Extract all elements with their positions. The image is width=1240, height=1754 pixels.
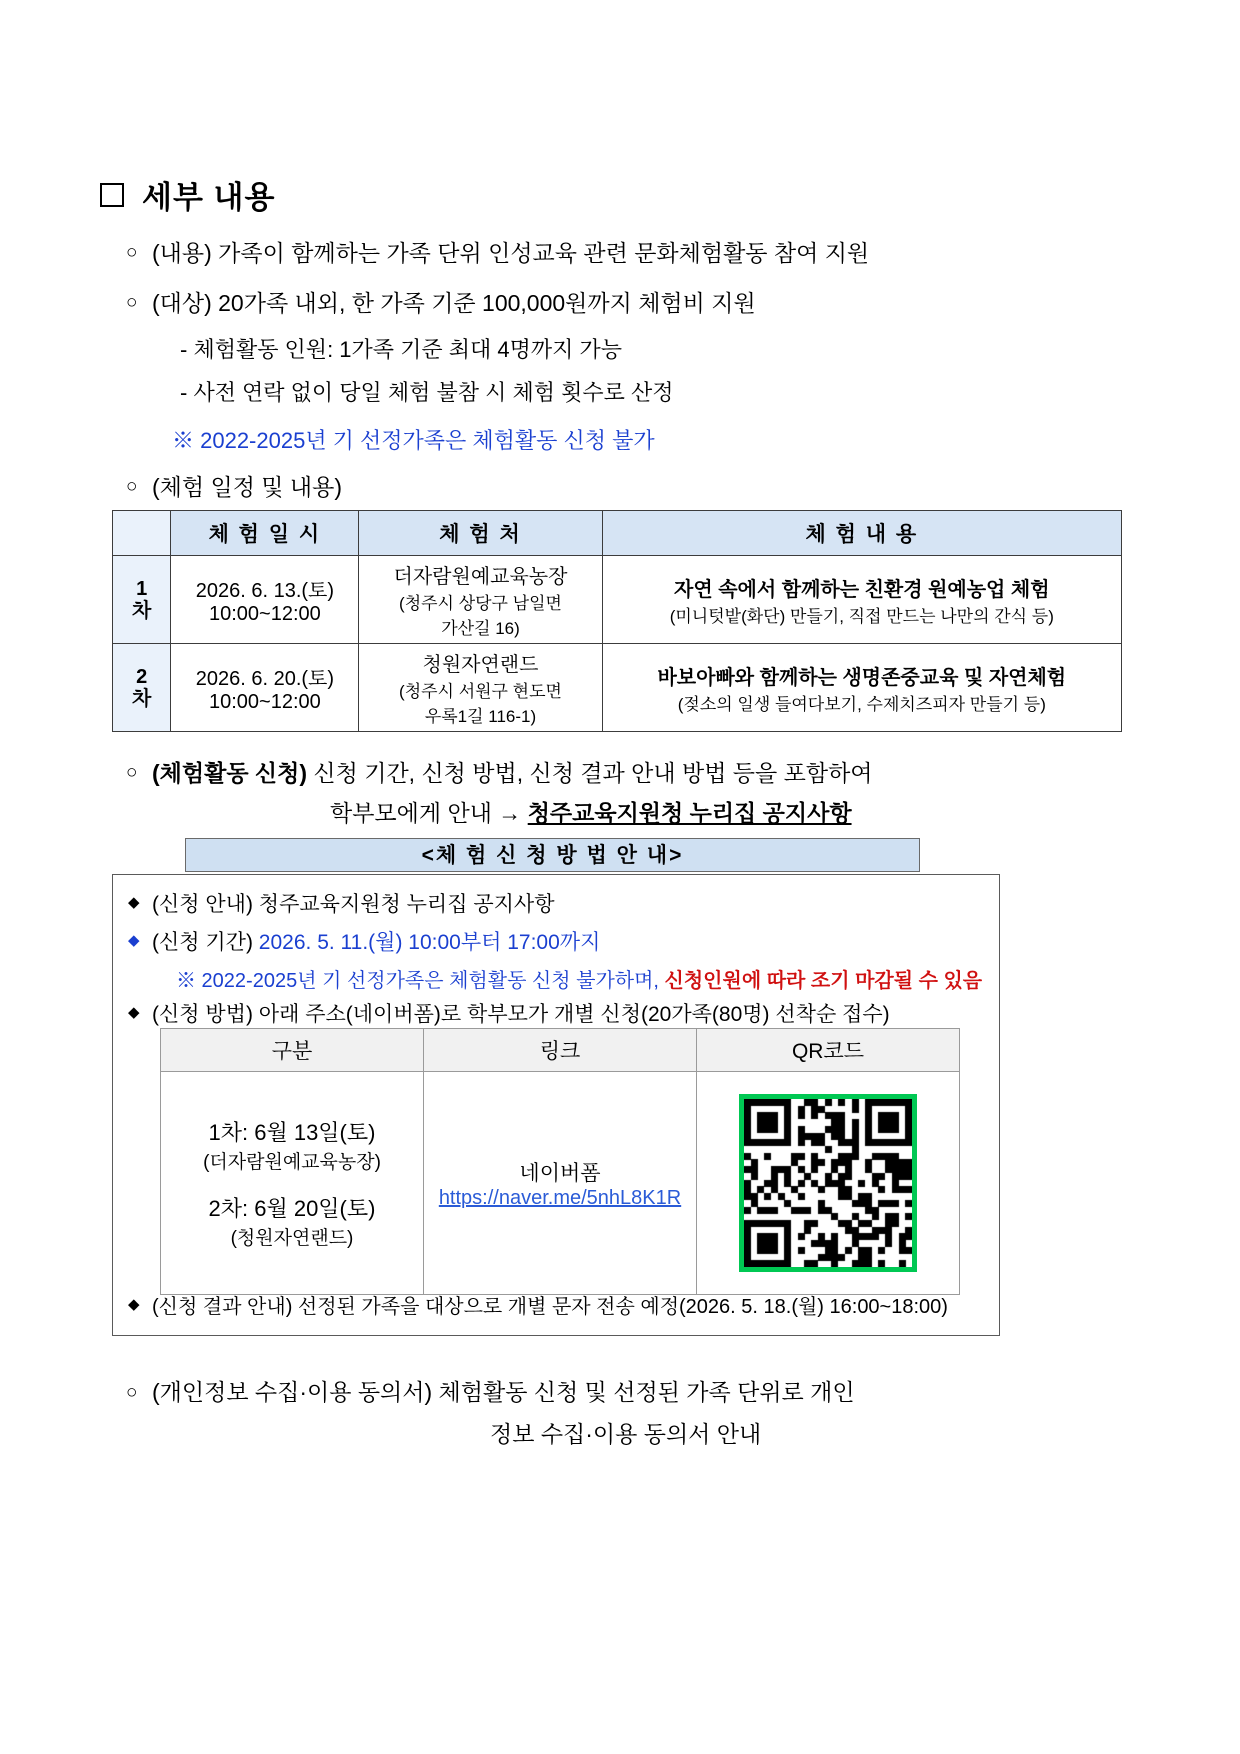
link-header-qr: QR코드: [697, 1029, 960, 1072]
bullet-marker: ○: [126, 292, 138, 313]
header-index: [113, 511, 171, 556]
row-date: [171, 556, 359, 644]
kind-session2-place: (청원자연랜드): [230, 1228, 354, 1249]
privacy-line-1: (개인정보 수집·이용 동의서) 체험활동 신청 및 선정된 가족 단위로 개인: [152, 1379, 855, 1405]
apply-item-method-text: 아래 주소(네이버폼)로 학부모가 개별 신청(20가족(80명) 선착순 접수): [252, 1003, 890, 1026]
row-place-addr1: (청주시 상당구 남일면: [399, 594, 562, 613]
apply-item-period: [152, 926, 600, 956]
bullet-marker: ○: [126, 762, 138, 783]
content-line: (내용) 가족이 함께하는 가족 단위 인성교육 관련 문화체험활동 참여 지원: [152, 240, 870, 266]
apply-intro-label: (체험활동 신청): [152, 760, 308, 786]
apply-item-note-blue: ※ 2022-2025년 기 선정가족은 체험활동 신청 불가하며,: [176, 970, 659, 992]
privacy-line-2: 정보 수집·이용 동의서 안내: [490, 1421, 762, 1447]
bullet-marker: ○: [126, 242, 138, 263]
row-place-name: 청원자연랜드: [422, 654, 539, 676]
apply-intro-line1: [152, 758, 873, 788]
row-place-name: 더자람원예교육농장: [393, 566, 568, 588]
apply-box-title: <체 험 신 청 방 법 안 내>: [185, 838, 920, 872]
kind-session1-place: (더자람원예교육농장): [203, 1152, 381, 1173]
apply-item-guide-text: 청주교육지원청 누리집 공지사항: [252, 893, 555, 916]
diamond-bullet-icon: ◆: [128, 932, 140, 949]
link-header-kind: 구분: [161, 1029, 424, 1072]
kind-session1: 1차: 6월 13일(토): [208, 1120, 376, 1145]
link-name: 네이버폼: [519, 1161, 601, 1185]
row-content-sub: (젖소의 일생 들여다보기, 수제치즈피자 만들기 등): [677, 694, 1046, 714]
link-table: [160, 1028, 960, 1295]
apply-item-note-red: 신청인원에 따라 조기 마감될 수 있음: [658, 970, 983, 992]
bullet-marker: ○: [126, 1382, 138, 1403]
diamond-bullet-icon: ◆: [128, 1296, 140, 1313]
apply-intro-line2-pre: 학부모에게 안내 →: [330, 800, 528, 826]
table-row: [113, 556, 1122, 644]
link-table-header-row: [161, 1029, 960, 1072]
table-header-row: [113, 511, 1122, 556]
apply-item-guide-label: (신청 안내): [152, 893, 253, 916]
qr-cell: [697, 1072, 960, 1295]
naver-form-link[interactable]: https://naver.me/5nhL8K1R: [438, 1186, 682, 1209]
row-content-sub: (미니텃밭(화단) 만들기, 직접 만드는 나만의 간식 등): [669, 606, 1054, 626]
diamond-bullet-icon: ◆: [128, 894, 140, 911]
apply-item-note: [176, 964, 982, 993]
row-place: [359, 644, 602, 732]
target-line: (대상) 20가족 내외, 한 가족 기준 100,000원까지 체험비 지원: [152, 290, 756, 316]
apply-intro-line2: [330, 798, 852, 828]
link-table-row: [161, 1072, 960, 1295]
apply-item-period-label: (신청 기간): [152, 931, 253, 954]
row-date-day: 2026. 6. 20.(토): [195, 667, 335, 690]
header-date: 체 험 일 시: [171, 511, 359, 556]
kind-session2: 2차: 6월 20일(토): [208, 1196, 376, 1221]
schedule-table: [112, 510, 1122, 732]
row-place-addr1: (청주시 서원구 현도면: [399, 682, 562, 701]
target-sub-line-2: - 사전 연락 없이 당일 체험 불참 시 체험 횟수로 산정: [180, 380, 674, 405]
row-date: [171, 644, 359, 732]
row-index-num: 1: [136, 577, 148, 600]
page-title: [100, 172, 275, 217]
header-content: 체 험 내 용: [602, 511, 1121, 556]
apply-item-method: [152, 998, 890, 1028]
table-row: [113, 644, 1122, 732]
row-content: [602, 556, 1121, 644]
qr-wrap: [698, 1094, 958, 1272]
apply-result-notice: (신청 결과 안내) 선정된 가족을 대상으로 개별 문자 전송 예정(2026. 5. 18.(월) 16:00~18:00): [152, 1296, 948, 1318]
row-index: [113, 644, 171, 732]
row-index: [113, 556, 171, 644]
apply-item-guide: [152, 888, 554, 918]
page-title-text: 세부 내용: [142, 180, 276, 215]
empty-checkbox-icon: [100, 183, 124, 207]
row-content-main: 자연 속에서 함께하는 친환경 원예농업 체험: [674, 578, 1050, 601]
row-place-addr2: 우록1길 116-1): [424, 707, 537, 726]
apply-intro-link-text: 청주교육지원청 누리집 공지사항: [527, 800, 852, 826]
link-cell: [424, 1072, 697, 1295]
row-date-time: 10:00~12:00: [209, 690, 321, 713]
header-place: 체 험 처: [359, 511, 602, 556]
bullet-marker: ○: [126, 476, 138, 497]
row-date-day: 2026. 6. 13.(토): [195, 579, 335, 602]
row-date-time: 10:00~12:00: [209, 602, 321, 625]
schedule-label: (체험 일정 및 내용): [152, 474, 343, 500]
target-note: ※ 2022-2025년 기 선정가족은 체험활동 신청 불가: [172, 428, 655, 453]
diamond-bullet-icon: ◆: [128, 1004, 140, 1021]
apply-item-period-text: 2026. 5. 11.(월) 10:00부터 17:00까지: [252, 931, 601, 954]
apply-item-method-label: (신청 방법): [152, 1003, 253, 1026]
row-index-num: 2: [136, 665, 148, 688]
row-place-addr2: 가산길 16): [441, 619, 520, 638]
row-content: [602, 644, 1121, 732]
row-index-unit: 차: [132, 599, 152, 622]
link-kind-cell: [161, 1072, 424, 1295]
row-place: [359, 556, 602, 644]
link-header-link: 링크: [424, 1029, 697, 1072]
row-content-main: 바보아빠와 함께하는 생명존중교육 및 자연체험: [657, 666, 1067, 689]
apply-intro-rest: 신청 기간, 신청 방법, 신청 결과 안내 방법 등을 포함하여: [307, 760, 873, 786]
target-sub-line-1: - 체험활동 인원: 1가족 기준 최대 4명까지 가능: [180, 337, 622, 362]
row-index-unit: 차: [132, 687, 152, 710]
qr-code-icon: [739, 1094, 917, 1272]
